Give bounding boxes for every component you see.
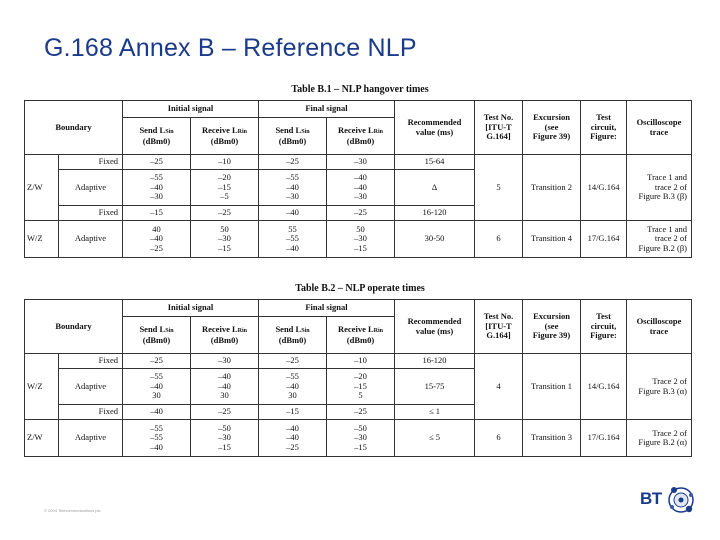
value-cell: –40 –40 –30: [327, 170, 395, 206]
boundary-cell: Z/W: [25, 420, 59, 457]
recommended-cell: 16-120: [395, 206, 475, 221]
test-circuit-cell: 14/G.164: [581, 354, 627, 420]
value-cell: 50 –30 –15: [327, 221, 395, 258]
type-cell: Adaptive: [59, 369, 123, 405]
type-cell: Fixed: [59, 354, 123, 369]
value-cell: –40 –40 –25: [259, 420, 327, 457]
bt-logo: [640, 484, 696, 516]
header-recommended-value: Recommended value (ms): [395, 101, 475, 155]
value-cell: –10: [191, 155, 259, 170]
value-cell: –50 –30 –15: [191, 420, 259, 457]
recommended-cell: 15-75: [395, 369, 475, 405]
table-b2-operate-times: [24, 299, 692, 457]
header-test-no: Test No. [ITU-T G.164]: [475, 101, 523, 155]
header-final-signal: Final signal: [259, 101, 395, 118]
recommended-cell: 16-120: [395, 354, 475, 369]
value-cell: –25: [259, 155, 327, 170]
value-cell: –25: [327, 206, 395, 221]
test-no-cell: 6: [475, 221, 523, 258]
header-initial-signal: Initial signal: [123, 101, 259, 118]
table-b1-hangover-times: [24, 100, 692, 258]
header-test-circuit: Test circuit, Figure:: [581, 101, 627, 155]
value-cell: –40: [259, 206, 327, 221]
oscilloscope-cell: Trace 2 of Figure B.3 (α): [627, 354, 692, 420]
header-final-signal: Final signal: [259, 300, 395, 317]
test-no-cell: 4: [475, 354, 523, 420]
oscilloscope-cell: Trace 1 and trace 2 of Figure B.2 (β): [627, 221, 692, 258]
value-cell: –40 –40 30: [191, 369, 259, 405]
header-recommended-value: Recommended value (ms): [395, 300, 475, 354]
value-cell: –25: [191, 206, 259, 221]
globe-icon: [666, 484, 696, 516]
value-cell: –55 –40 30: [123, 369, 191, 405]
value-cell: –25: [123, 354, 191, 369]
header-final-send: Send LSin (dBm0): [259, 118, 327, 155]
table-row: [25, 221, 692, 258]
table-b1-caption: Table B.1 – NLP hangover times: [291, 84, 429, 95]
test-circuit-cell: 17/G.164: [581, 420, 627, 457]
test-circuit-cell: 17/G.164: [581, 221, 627, 258]
value-cell: –25: [123, 155, 191, 170]
header-test-no: Test No. [ITU-T G.164]: [475, 300, 523, 354]
test-no-cell: 5: [475, 155, 523, 221]
header-initial-signal: Initial signal: [123, 300, 259, 317]
oscilloscope-cell: Trace 1 and trace 2 of Figure B.3 (β): [627, 155, 692, 221]
value-cell: –15: [123, 206, 191, 221]
oscilloscope-cell: Trace 2 of Figure B.2 (α): [627, 420, 692, 457]
header-excursion: Excursion (see Figure 39): [523, 101, 581, 155]
table-b2-caption: Table B.2 – NLP operate times: [295, 283, 425, 294]
excursion-cell: Transition 3: [523, 420, 581, 457]
boundary-cell: W/Z: [25, 221, 59, 258]
header-final-receive: Receive LRin (dBm0): [327, 317, 395, 354]
test-circuit-cell: 14/G.164: [581, 155, 627, 221]
value-cell: –20 –15 –5: [191, 170, 259, 206]
type-cell: Adaptive: [59, 170, 123, 206]
recommended-cell: 30-50: [395, 221, 475, 258]
value-cell: –55 –40 –30: [259, 170, 327, 206]
value-cell: –25: [327, 405, 395, 420]
type-cell: Fixed: [59, 405, 123, 420]
value-cell: –25: [259, 354, 327, 369]
value-cell: –25: [191, 405, 259, 420]
header-oscilloscope-trace: Oscilloscope trace: [627, 300, 692, 354]
header-final-receive: Receive LRin (dBm0): [327, 118, 395, 155]
slide-title: G.168 Annex B – Reference NLP: [44, 34, 417, 62]
value-cell: –55 –40 –30: [123, 170, 191, 206]
table-row: [25, 155, 692, 170]
header-init-send: Send LSin (dBm0): [123, 118, 191, 155]
header-final-send: Send LSin (dBm0): [259, 317, 327, 354]
header-init-receive: Receive LRin (dBm0): [191, 317, 259, 354]
excursion-cell: Transition 4: [523, 221, 581, 258]
value-cell: –55 –40 30: [259, 369, 327, 405]
value-cell: –40: [123, 405, 191, 420]
boundary-cell: Z/W: [25, 155, 59, 221]
value-cell: 55 –55 –40: [259, 221, 327, 258]
header-init-send: Send LSin (dBm0): [123, 317, 191, 354]
header-excursion: Excursion (see Figure 39): [523, 300, 581, 354]
value-cell: 50 –30 –15: [191, 221, 259, 258]
excursion-cell: Transition 2: [523, 155, 581, 221]
header-oscilloscope-trace: Oscilloscope trace: [627, 101, 692, 155]
recommended-cell: 15-64: [395, 155, 475, 170]
value-cell: –15: [259, 405, 327, 420]
value-cell: –30: [327, 155, 395, 170]
value-cell: 40 –40 –25: [123, 221, 191, 258]
header-test-circuit: Test circuit, Figure:: [581, 300, 627, 354]
header-boundary: Boundary: [25, 101, 123, 155]
test-no-cell: 6: [475, 420, 523, 457]
footer-copyright: © 2004 Telecommunications plc: [44, 508, 101, 513]
recommended-cell: ≤ 5: [395, 420, 475, 457]
bt-logo-text: BT: [640, 489, 662, 508]
value-cell: –10: [327, 354, 395, 369]
excursion-cell: Transition 1: [523, 354, 581, 420]
value-cell: –50 –30 –15: [327, 420, 395, 457]
boundary-cell: W/Z: [25, 354, 59, 420]
header-boundary: Boundary: [25, 300, 123, 354]
value-cell: –30: [191, 354, 259, 369]
type-cell: Fixed: [59, 155, 123, 170]
type-cell: Fixed: [59, 206, 123, 221]
type-cell: Adaptive: [59, 420, 123, 457]
type-cell: Adaptive: [59, 221, 123, 258]
header-init-receive: Receive LRin (dBm0): [191, 118, 259, 155]
table-row: [25, 354, 692, 369]
table-row: [25, 420, 692, 457]
value-cell: –20 –15 5: [327, 369, 395, 405]
recommended-cell: Δ: [395, 170, 475, 206]
recommended-cell: ≤ 1: [395, 405, 475, 420]
value-cell: –55 –55 –40: [123, 420, 191, 457]
